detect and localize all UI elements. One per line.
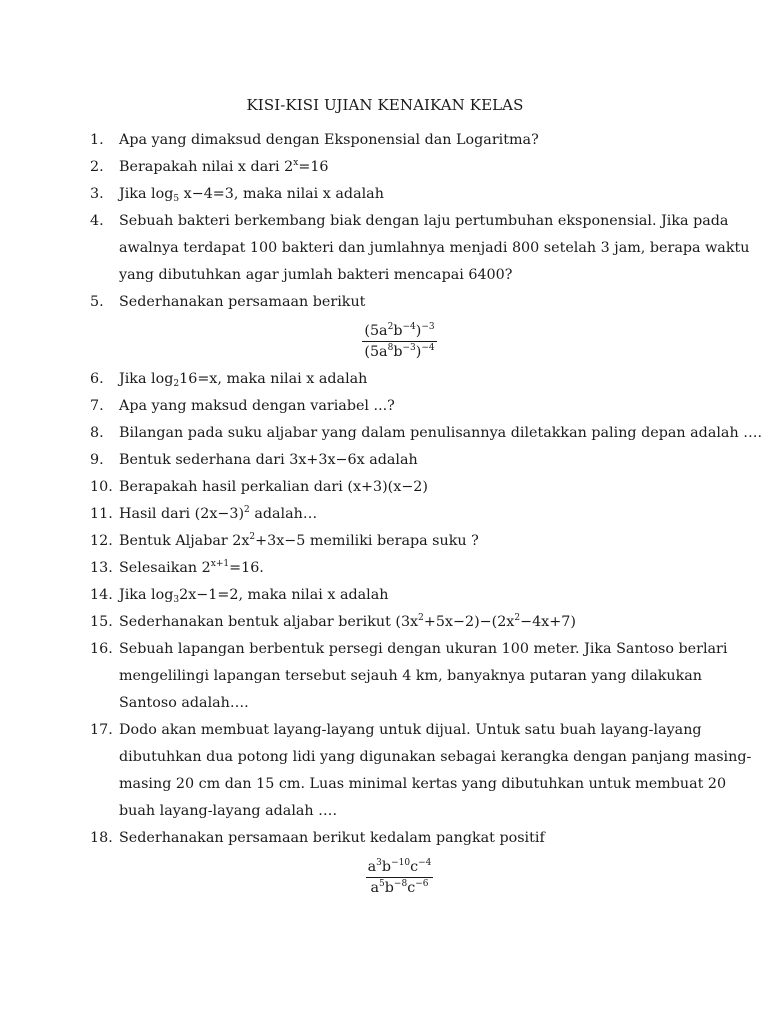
- math-expression: +5x−2)−(2x: [423, 614, 515, 630]
- math-expression: −4x+7): [520, 614, 576, 630]
- question-5: [90, 289, 680, 366]
- question-text: Sederhanakan persamaan berikut kedalam pangkat positif: [119, 830, 545, 846]
- question-text: Sederhanakan persamaan berikut: [119, 294, 366, 310]
- question-line: Sebuah bakteri berkembang biak dengan laju pertumbuhan eksponensial. Jika pada: [119, 213, 729, 229]
- question-line: awalnya terdapat 100 bakteri dan jumlahnya menjadi 800 setelah 3 jam, berapa waktu: [119, 240, 750, 256]
- exponent: 2: [249, 532, 256, 542]
- question-number: 12.: [90, 533, 113, 549]
- question-13: [90, 555, 680, 582]
- fraction: [366, 857, 434, 898]
- question-text: Jika: [119, 371, 152, 387]
- fraction-numerator: $a^3b^{-10}c^{-4}$: [367, 858, 432, 875]
- question-number: 4.: [90, 213, 104, 229]
- question-line: Sebuah lapangan berbentuk persegi dengan ukuran 100 meter. Jika Santoso berlari: [119, 641, 728, 657]
- log-base: 3: [173, 595, 180, 605]
- question-6: [90, 366, 680, 393]
- question-9: [90, 447, 680, 474]
- question-2: [90, 154, 680, 181]
- question-text: , maka nilai x adalah: [238, 587, 389, 603]
- math-expression: +3x−5: [255, 533, 306, 549]
- question-number: 15.: [90, 614, 113, 630]
- log-base: 5: [173, 194, 180, 204]
- question-text: adalah…: [249, 506, 318, 522]
- math-expression: (2x−3): [194, 506, 245, 522]
- question-number: 3.: [90, 186, 104, 202]
- question-list: [90, 127, 763, 902]
- question-number: 2.: [90, 159, 104, 175]
- math-expression: (x+3)(x−2): [347, 479, 428, 495]
- math-expression: =16: [229, 560, 260, 576]
- question-3: [90, 181, 680, 208]
- exponent: 2: [244, 505, 250, 515]
- question-number: 13.: [90, 560, 113, 576]
- document-title: KISI-KISI UJIAN KENAIKAN KELAS: [246, 96, 524, 114]
- log-base: 2: [173, 379, 180, 389]
- question-line: Santoso adalah….: [119, 695, 249, 711]
- fraction-block: [119, 852, 680, 902]
- question-line: dibutuhkan dua potong lidi yang digunakan sebagai kerangka dengan panjang masing-: [119, 749, 752, 765]
- question-12: [90, 528, 680, 555]
- question-line: Dodo akan membuat layang-layang untuk dijual. Untuk satu buah layang-layang: [119, 722, 702, 738]
- question-18: [90, 825, 680, 902]
- math-expression: =16: [298, 159, 329, 175]
- question-number: 9.: [90, 452, 104, 468]
- question-text: Bentuk sederhana dari: [119, 452, 290, 468]
- exponent: x+1: [210, 559, 230, 569]
- question-number: 14.: [90, 587, 113, 603]
- question-text: , maka nilai x adalah: [217, 371, 368, 387]
- fraction-numerator: $(5a^2b^{-4})^{-3}$: [364, 322, 435, 339]
- question-line: mengelilingi lapangan tersebut sejauh 4 km, banyaknya putaran yang dilakukan: [119, 668, 702, 684]
- question-number: 5.: [90, 294, 104, 310]
- math-expression: 2: [201, 560, 211, 576]
- question-1: [90, 127, 680, 154]
- question-14: [90, 582, 680, 609]
- question-number: 16.: [90, 641, 113, 657]
- question-text: Berapakah nilai x dari 2: [119, 159, 294, 175]
- question-10: [90, 474, 680, 501]
- math-expression: 16=x: [179, 371, 218, 387]
- fraction-block: [119, 316, 680, 366]
- question-number: 17.: [90, 722, 113, 738]
- question-text: Selesaikan: [119, 560, 202, 576]
- question-text: memiliki berapa suku ?: [305, 533, 479, 549]
- question-text: adalah: [364, 452, 418, 468]
- exponent: 2: [514, 613, 521, 623]
- exponent: x: [293, 158, 299, 168]
- question-11: [90, 501, 680, 528]
- question-15: [90, 609, 680, 636]
- question-number: 18.: [90, 830, 113, 846]
- question-text: Sederhanakan bentuk aljabar berikut: [119, 614, 396, 630]
- question-text: Bilangan pada suku aljabar yang dalam penulisannya diletakkan paling depan adalah ….: [119, 425, 763, 441]
- fraction-denominator: $a^5b^{-8}c^{-6}$: [370, 879, 429, 896]
- math-expression: 3x+3x−6x: [289, 452, 365, 468]
- question-text: , maka nilai x adalah: [233, 186, 384, 202]
- question-16: [90, 636, 728, 717]
- fraction: [362, 321, 436, 362]
- math-expression: x−4=3: [179, 186, 234, 202]
- question-number: 6.: [90, 371, 104, 387]
- math-expression: 2x: [232, 533, 250, 549]
- question-8: [90, 420, 763, 447]
- question-text: Hasil dari: [119, 506, 195, 522]
- question-number: 10.: [90, 479, 113, 495]
- question-line: masing 20 cm dan 15 cm. Luas minimal kertas yang dibutuhkan untuk membuat 20: [119, 776, 727, 792]
- question-text: .: [259, 560, 264, 576]
- math-expression: 2x−1=2: [179, 587, 239, 603]
- question-text: Jika: [119, 186, 152, 202]
- question-line: buah layang-layang adalah ….: [119, 803, 338, 819]
- log-symbol: log: [151, 371, 174, 387]
- question-17: [90, 717, 752, 825]
- question-text: Apa yang maksud dengan variabel ...?: [119, 398, 395, 414]
- log-symbol: log: [151, 186, 174, 202]
- question-7: [90, 393, 680, 420]
- exponent: 2: [418, 613, 424, 623]
- question-text: Jika: [119, 587, 152, 603]
- question-text: Bentuk Aljabar: [119, 533, 233, 549]
- question-text: Apa yang dimaksud dengan Eksponensial dan Logaritma?: [119, 132, 539, 148]
- log-symbol: log: [151, 587, 174, 603]
- question-number: 7.: [90, 398, 104, 414]
- question-text: Berapakah hasil perkalian dari: [119, 479, 348, 495]
- math-expression: (3x: [395, 614, 419, 630]
- question-number: 11.: [90, 506, 113, 522]
- question-number: 8.: [90, 425, 104, 441]
- fraction-denominator: $(5a^8b^{-3})^{-4}$: [364, 343, 435, 360]
- question-4: [90, 208, 750, 289]
- question-line: yang dibutuhkan agar jumlah bakteri mencapai 6400?: [119, 267, 513, 283]
- question-number: 1.: [90, 132, 104, 148]
